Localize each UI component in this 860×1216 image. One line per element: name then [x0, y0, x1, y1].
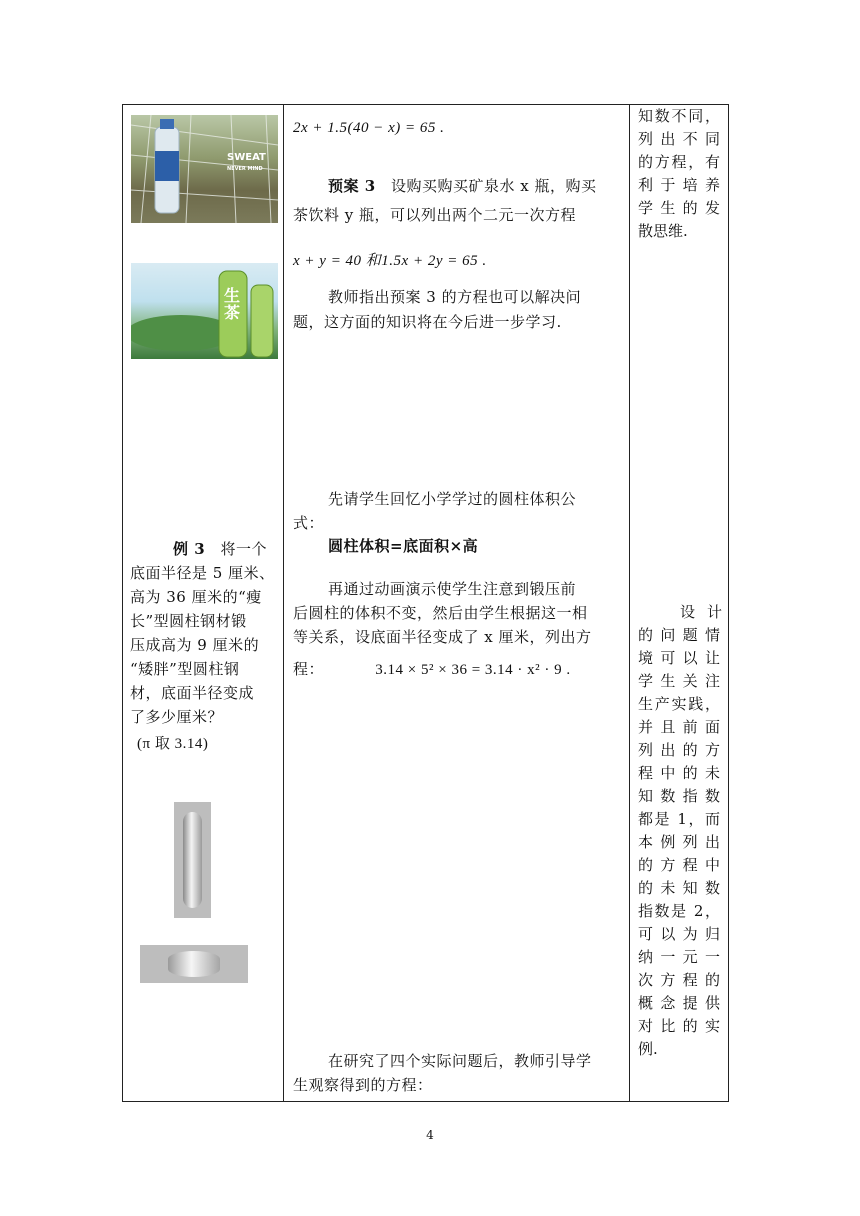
recall-text: 先请学生回忆小学学过的圆柱体积公 — [328, 490, 577, 508]
plan3-line: 预案 3 设购买购买矿泉水 x 瓶，购买 — [328, 177, 597, 195]
demo-text: 程： 3.14 × 5² × 36 = 3.14 · x² · 9 . — [293, 660, 571, 678]
example3-line: 长”型圆柱钢材锻 — [130, 612, 247, 630]
design-note: 学 生 关 注 — [638, 672, 720, 690]
equation-2: x + y = 40 和1.5x + 2y = 65 . — [293, 253, 487, 269]
plan3-line: 茶饮料 y 瓶，可以列出两个二元一次方程 — [293, 206, 577, 224]
design-note: 对 比 的 实 — [638, 1017, 720, 1035]
example3-line: “矮胖”型圆柱钢 — [130, 660, 240, 678]
design-note: 知数不同， — [638, 107, 720, 125]
middle-column — [284, 105, 629, 1101]
tea-label: 生茶 — [224, 286, 241, 322]
design-note: 的 未 知 数 — [638, 879, 720, 897]
lesson-table — [122, 104, 729, 1102]
equation-3: 3.14 × 5² × 36 = 3.14 · x² · 9 . — [375, 662, 571, 678]
design-note: 的 问 题 情 — [638, 626, 720, 644]
design-note: 境 可 以 让 — [638, 649, 720, 667]
design-note: 次 方 程 的 — [638, 971, 720, 989]
example3-title — [173, 538, 267, 561]
left-column — [123, 105, 283, 1101]
research-text: 在研究了四个实际问题后，教师引导学 — [328, 1052, 592, 1070]
tall-cylinder-image — [174, 802, 211, 918]
green-tea-image — [131, 263, 278, 359]
design-note: 指数是 2， — [638, 902, 720, 920]
example3-line: 材，底面半径变成 — [130, 684, 255, 702]
recall-text: 式： — [293, 514, 325, 532]
sweat-logo: SWEAT NEVER MIND — [227, 152, 266, 172]
example3-line: 将一个 — [220, 540, 267, 558]
demo-text: 后圆柱的体积不变，然后由学生根据这一相 — [293, 604, 588, 622]
equation-1: 2x + 1.5(40 − x) = 65 . — [293, 120, 445, 136]
plan3-label: 预案 3 — [328, 177, 376, 195]
example3-line: 高为 36 厘米的“瘦 — [130, 588, 262, 606]
design-note: 并 且 前 面 — [638, 718, 720, 736]
page-number: 4 — [426, 1128, 434, 1142]
example3-line: 了多少厘米？ — [130, 708, 224, 726]
design-note: 都是 1，而 — [638, 810, 720, 828]
teacher-note: 教师指出预案 3 的方程也可以解决问 — [328, 288, 582, 306]
example3-line: 压成高为 9 厘米的 — [130, 636, 260, 654]
short-cylinder-image — [140, 945, 248, 983]
design-note: 知 数 指 数 — [638, 787, 720, 805]
demo-text: 等关系，设底面半径变成了 x 厘米，列出方 — [293, 628, 592, 646]
pi-note: (π 取 3.14) — [137, 736, 209, 752]
demo-text: 再通过动画演示使学生注意到锻压前 — [328, 580, 577, 598]
design-note: 可 以 为 归 — [638, 925, 720, 943]
design-note: 程 中 的 未 — [638, 764, 720, 782]
design-note: 列 出 的 方 — [638, 741, 720, 759]
design-note: 生产实践， — [638, 695, 720, 713]
volume-formula: 圆柱体积=底面积×高 — [328, 537, 479, 555]
right-column — [630, 105, 729, 1101]
teacher-note: 题，这方面的知识将在今后进一步学习. — [293, 313, 562, 331]
design-note: 利 于 培 养 — [638, 176, 720, 194]
design-note: 散思维. — [638, 222, 688, 240]
design-note: 本 例 列 出 — [638, 833, 720, 851]
design-note: 设 计 — [680, 603, 722, 621]
design-note: 的 方 程 中 — [638, 856, 720, 874]
design-note: 概 念 提 供 — [638, 994, 720, 1012]
example3-label: 例 3 — [173, 540, 206, 558]
design-note: 列 出 不 同 — [638, 130, 720, 148]
research-text: 生观察得到的方程： — [293, 1076, 433, 1094]
water-bottle-image — [131, 115, 278, 223]
design-note: 学 生 的 发 — [638, 199, 720, 217]
design-note: 例. — [638, 1040, 658, 1058]
design-note: 的方程，有 — [638, 153, 720, 171]
design-note: 纳 一 元 一 — [638, 948, 720, 966]
example3-line: 底面半径是 5 厘米、 — [130, 564, 275, 582]
